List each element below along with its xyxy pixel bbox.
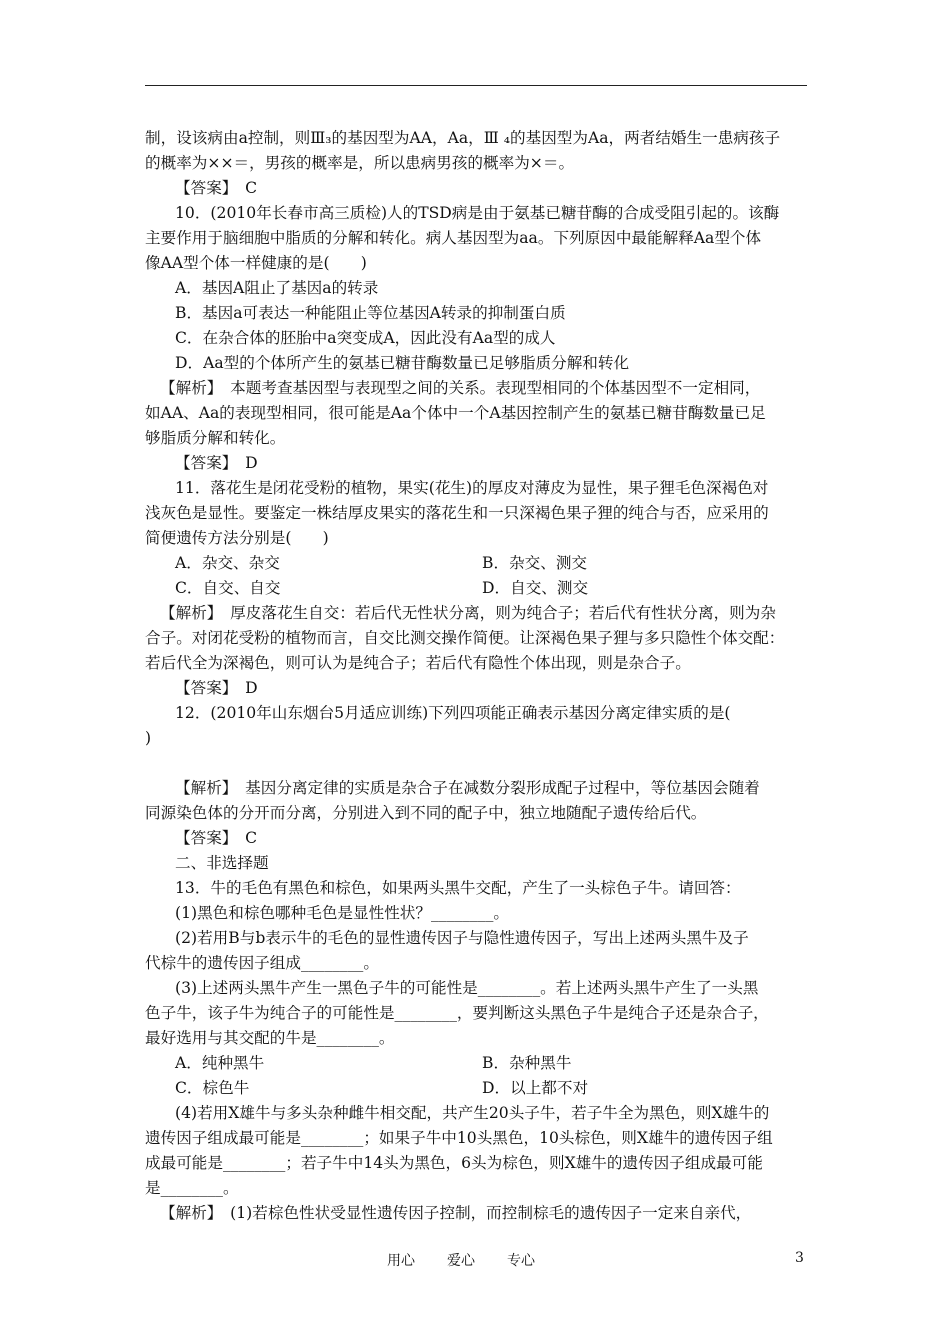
text-line: (4)若用X雄牛与多头杂种雌牛相交配，共产生20头子牛，若子牛全为黑色，则X雄牛的 <box>175 1104 770 1122</box>
text-line: 色子牛，该子牛为纯合子的可能性是________，要判断这头黑色子牛是纯合子还是杂合子， <box>145 1004 769 1022</box>
answer-line: 【答案】 D <box>175 454 258 472</box>
option-line: D．自交、测交 <box>482 579 589 597</box>
text-line: 代棕牛的遗传因子组成________。 <box>145 954 379 972</box>
text-line: 合子。对闭花受粉的植物而言，自交比测交操作简便。让深褐色果子狸与多只隐性个体交配： <box>145 629 785 647</box>
option-line: A．基因A阻止了基因a的转录 <box>175 279 379 297</box>
option-line: A．杂交、杂交 <box>175 554 280 572</box>
analysis-line: 【解析】 厚皮落花生自交：若后代无性状分离，则为纯合子；若后代有性状分离，则为杂 <box>160 604 776 622</box>
page-number: 3 <box>795 1250 804 1266</box>
text-line: 同源染色体的分开而分离，分别进入到不同的配子中，独立地随配子遗传给后代。 <box>145 804 707 822</box>
footer-text: 专心 <box>507 1253 535 1269</box>
text-line: (2)若用B与b表示牛的毛色的显性遗传因子与隐性遗传因子，写出上述两头黑牛及子 <box>175 929 749 947</box>
text-line: 像AA型个体一样健康的是( ) <box>145 254 367 272</box>
text-line: 若后代全为深褐色，则可认为是纯合子；若后代有隐性个体出现，则是杂合子。 <box>145 654 691 672</box>
text-line: 遗传因子组成最可能是________；如果子牛中10头黑色，10头棕色，则X雄牛的遗传因子组 <box>145 1129 773 1147</box>
section-heading: 二、非选择题 <box>175 854 269 872</box>
text-line: (3)上述两头黑牛产生一黑色子牛的可能性是________。若上述两头黑牛产生了一头黑 <box>175 979 759 997</box>
option-line: C．棕色牛 <box>175 1079 250 1097</box>
option-line: B．基因a可表达一种能阻止等位基因A转录的抑制蛋白质 <box>175 304 566 322</box>
footer-text: 用心 <box>387 1253 415 1269</box>
analysis-line: 【解析】 基因分离定律的实质是杂合子在减数分裂形成配子过程中，等位基因会随着 <box>175 779 760 797</box>
option-line: B．杂交、测交 <box>482 554 588 572</box>
footer-text: 爱心 <box>447 1253 475 1269</box>
option-line: D．Aa型的个体所产生的氨基已糖苷酶数量已足够脂质分解和转化 <box>175 354 630 372</box>
text-line: 制，设该病由a控制，则Ⅲ₃的基因型为AA，Aa，Ⅲ ₄的基因型为Aa，两者结婚生一患病孩子 <box>145 129 781 147</box>
option-line: A．纯种黑牛 <box>175 1054 265 1072</box>
text-line: 主要作用于脑细胞中脂质的分解和转化。病人基因型为aa。下列原因中最能解释Aa型个体 <box>145 229 762 247</box>
analysis-line: 【解析】 (1)若棕色性状受显性遗传因子控制，而控制棕毛的遗传因子一定来自亲代， <box>160 1204 752 1222</box>
text-line: 浅灰色是显性。要鉴定一株结厚皮果实的落花生和一只深褐色果子狸的纯合与否，应采用的 <box>145 504 769 522</box>
question-line: 10．(2010年长春市高三质检)人的TSD病是由于氨基已糖苷酶的合成受阻引起的。该酶 <box>175 204 780 222</box>
text-line: 简便遗传方法分别是( ) <box>145 529 329 547</box>
text-line: 最好选用与其交配的牛是________。 <box>145 1029 395 1047</box>
answer-line: 【答案】 C <box>175 179 258 197</box>
answer-line: 【答案】 C <box>175 829 258 847</box>
text-line: 如AA、Aa的表现型相同，很可能是Aa个体中一个A基因控制产生的氨基已糖苷酶数量已足 <box>145 404 766 422</box>
text-line: 够脂质分解和转化。 <box>145 429 286 447</box>
text-line: 的概率为××＝，男孩的概率是，所以患病男孩的概率为×＝。 <box>145 154 575 172</box>
question-line: 13．牛的毛色有黑色和棕色，如果两头黑牛交配，产生了一头棕色子牛。请回答： <box>175 879 741 897</box>
analysis-line: 【解析】 本题考查基因型与表现型之间的关系。表现型相同的个体基因型不一定相同， <box>160 379 761 397</box>
header-rule <box>145 85 807 86</box>
question-line: 12．(2010年山东烟台5月适应训练)下列四项能正确表示基因分离定律实质的是( <box>175 704 731 722</box>
text-line: (1)黑色和棕色哪种毛色是显性性状？________。 <box>175 904 509 922</box>
answer-line: 【答案】 D <box>175 679 258 697</box>
text-line: 成最可能是________；若子牛中14头为黑色，6头为棕色，则X雄牛的遗传因子组成最可能 <box>145 1154 763 1172</box>
question-line: 11．落花生是闭花受粉的植物，果实(花生)的厚皮对薄皮为显性，果子狸毛色深褐色对 <box>175 479 769 497</box>
option-line: C．自交、自交 <box>175 579 281 597</box>
text-line: ) <box>145 729 152 747</box>
text-line: 是________。 <box>145 1179 239 1197</box>
option-line: B．杂种黑牛 <box>482 1054 572 1072</box>
option-line: C．在杂合体的胚胎中a突变成A，因此没有Aa型的成人 <box>175 329 556 347</box>
option-line: D．以上都不对 <box>482 1079 589 1097</box>
